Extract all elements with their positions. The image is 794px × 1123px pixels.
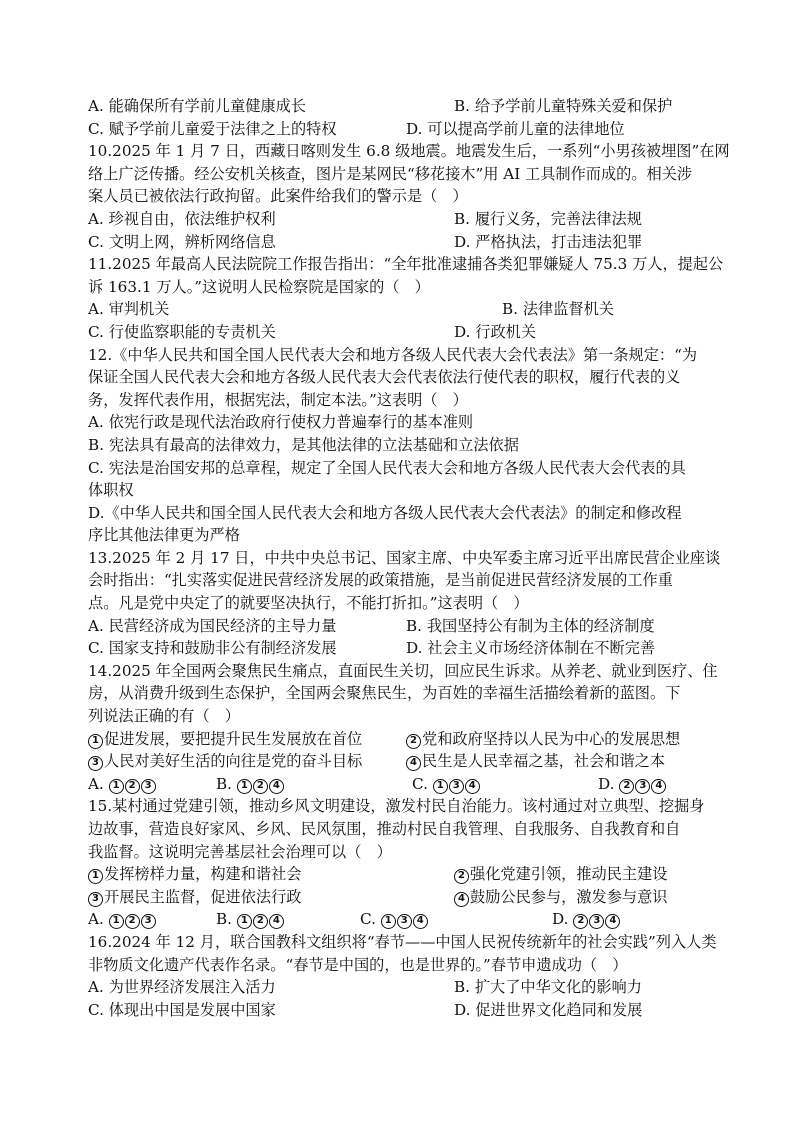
question-stem: 非物质文化遗产代表作名录。“春节是中国的，也是世界的。”春节申遗成功（ ） [88,955,628,974]
question-stem: 保证全国人民代表大会和地方各级人民代表大会代表依法行使代表的职权，履行代表的义 [88,368,681,387]
statement-4[interactable]: 4 鼓励公民参与，激发参与意识 [454,886,667,909]
question-stem: 15.某村通过党建引领，推动乡风文明建设，激发村民自治能力。该村通过对立典型、挖掘身 [88,797,705,816]
option-c[interactable]: C. 行使监察职能的专责机关 [88,322,276,341]
question-11 [88,253,724,343]
question-16 [88,931,724,1021]
option-b[interactable]: B. 给予学前儿童特殊关爱和保护 [454,97,673,115]
circled-number: 3 [88,756,103,771]
option-c[interactable]: C. 国家支持和鼓励非公有制经济发展 [88,639,337,658]
circled-number: 4 [406,756,421,771]
circled-number: 3 [88,892,103,907]
option-d[interactable]: D. 社会主义市场经济体制在不断完善 [406,639,656,658]
option-d[interactable]: D. 可以提高学前儿童的法律地位 [406,119,625,138]
exam-page [88,95,730,1021]
option-a[interactable]: A. 能确保所有学前儿童健康成长 [88,97,307,115]
question-stem: 点。凡是党中央定了的就要坚决执行，不能打折扣。”这表明（ ） [88,594,529,613]
option-c[interactable]: C. 体现出中国是发展中国家 [88,1000,276,1019]
question-15 [88,795,724,931]
option-d[interactable]: D. 促进世界文化趋同和发展 [454,1000,643,1019]
question-stem: 16.2024 年 12 月，联合国教科文组织将“春节——中国人民祝传统新年的社会实践”列入人类 [88,932,717,951]
question-13 [88,547,724,660]
option-d[interactable]: D. 行政机关 [454,322,537,341]
choice-d[interactable]: D. 2 3 4 [598,773,667,796]
option-a[interactable]: A. 民营经济成为国民经济的主导力量 [88,616,337,635]
statement-2[interactable]: 2 党和政府坚持以人民为中心的发展思想 [406,728,680,751]
option-a[interactable]: A. 依宪行政是现代法治政府行使权力普遍奉行的基本准则 [88,413,474,432]
statement-3[interactable]: 3 开展民主监督，促进依法行政 [88,886,301,909]
question-stem: 12.《中华人民共和国全国人民代表大会和地方各级人民代表大会代表法》第一条规定：“为 [88,345,698,364]
circled-number: 1 [88,869,103,884]
circled-number: 1 [88,734,103,749]
circled-number: 2 [406,734,421,749]
choice-b[interactable]: B. 1 2 4 [216,908,285,931]
question-stem: 会时指出：“扎实落实促进民营经济发展的政策措施，是当前促进民营经济发展的工作重 [88,571,673,590]
question-14 [88,660,724,796]
question-stem: 案人员已被依法行政拘留。此案件给我们的警示是（ ） [88,187,468,206]
option-d[interactable]: D. 严格执法，打击违法犯罪 [454,232,643,251]
question-stem: 诉 163.1 万人。”这说明人民检察院是国家的（ ） [88,277,430,296]
option-d-continued[interactable]: 序比其他法律更为严格 [88,526,240,545]
option-a[interactable]: A. 审判机关 [88,300,170,319]
option-c[interactable]: C. 赋予学前儿童爱于法律之上的特权 [88,119,337,138]
question-stem: 房，从消费升级到生态保护，全国两会聚焦民生，为百姓的幸福生活描绘着新的蓝图。下 [88,684,681,703]
choice-c[interactable]: C. 1 3 4 [360,908,429,931]
option-a[interactable]: A. 为世界经济发展注入活力 [88,978,276,997]
question-stem: 列说法正确的有（ ） [88,707,240,726]
question-stem: 我监督。这说明完善基层社会治理可以（ ） [88,842,392,861]
question-stem: 10.2025 年 1 月 7 日，西藏日喀则发生 6.8 级地震。地震发生后，一系列“小男孩被埋图”在网 [88,142,730,161]
option-b[interactable]: B. 扩大了中华文化的影响力 [454,978,642,997]
choice-d[interactable]: D. 2 3 4 [552,908,621,931]
choice-c[interactable]: C. 1 3 4 [412,773,481,796]
question-stem: 13.2025 年 2 月 17 日，中共中央总书记、国家主席、中央军委主席习近平出席民营企业座谈 [88,548,721,567]
question-stem: 边故事，营造良好家风、乡风、民风氛围，推动村民自我管理、自我服务、自我教育和自 [88,820,681,838]
option-b[interactable]: B. 我国坚持公有制为主体的经济制度 [406,616,655,635]
option-c-continued[interactable]: 体职权 [88,481,134,500]
choice-a[interactable]: A. 1 2 3 [88,773,157,796]
option-b[interactable]: B. 宪法具有最高的法律效力，是其他法律的立法基础和立法依据 [88,435,519,454]
statement-2[interactable]: 2 强化党建引领，推动民主建设 [454,863,667,886]
circled-number: 2 [454,869,469,884]
question-9 [88,95,724,140]
question-stem: 务，发挥代表作用，根据宪法，制定本法。”这表明（ ） [88,390,468,409]
question-10 [88,140,730,253]
option-c[interactable]: C. 宪法是治国安邦的总章程，规定了全国人民代表大会和地方各级人民代表大会代表的具 [88,458,686,477]
option-b[interactable]: B. 法律监督机关 [502,300,614,319]
statement-3[interactable]: 3 人民对美好生活的向往是党的奋斗目标 [88,750,362,773]
question-stem: 14.2025 年全国两会聚焦民生痛点，直面民生关切，回应民生诉求。从养老、就业到医疗、住 [88,661,718,680]
circled-number: 4 [454,892,469,907]
statement-1[interactable]: 1 促进发展，要把提升民生发展放在首位 [88,728,362,751]
question-stem: 络上广泛传播。经公安机关核查，图片是某网民“移花接木”用 AI 工具制作而成的。相关涉 [88,164,693,183]
choice-a[interactable]: A. 1 2 3 [88,908,157,931]
statement-1[interactable]: 1 发挥榜样力量，构建和谐社会 [88,863,301,886]
question-stem: 11.2025 年最高人民法院院工作报告指出：“全年批准逮捕各类犯罪嫌疑人 75.3 万人，提起公 [88,255,724,274]
option-a[interactable]: A. 珍视自由，依法维护权利 [88,209,276,228]
option-c[interactable]: C. 文明上网，辨析网络信息 [88,232,276,251]
choice-b[interactable]: B. 1 2 4 [216,773,285,796]
option-b[interactable]: B. 履行义务，完善法律法规 [454,209,642,228]
option-d[interactable]: D.《中华人民共和国全国人民代表大会和地方各级人民代表大会代表法》的制定和修改程 [88,503,682,522]
question-12 [88,344,724,547]
statement-4[interactable]: 4 民生是人民幸福之基，社会和谐之本 [406,750,665,773]
